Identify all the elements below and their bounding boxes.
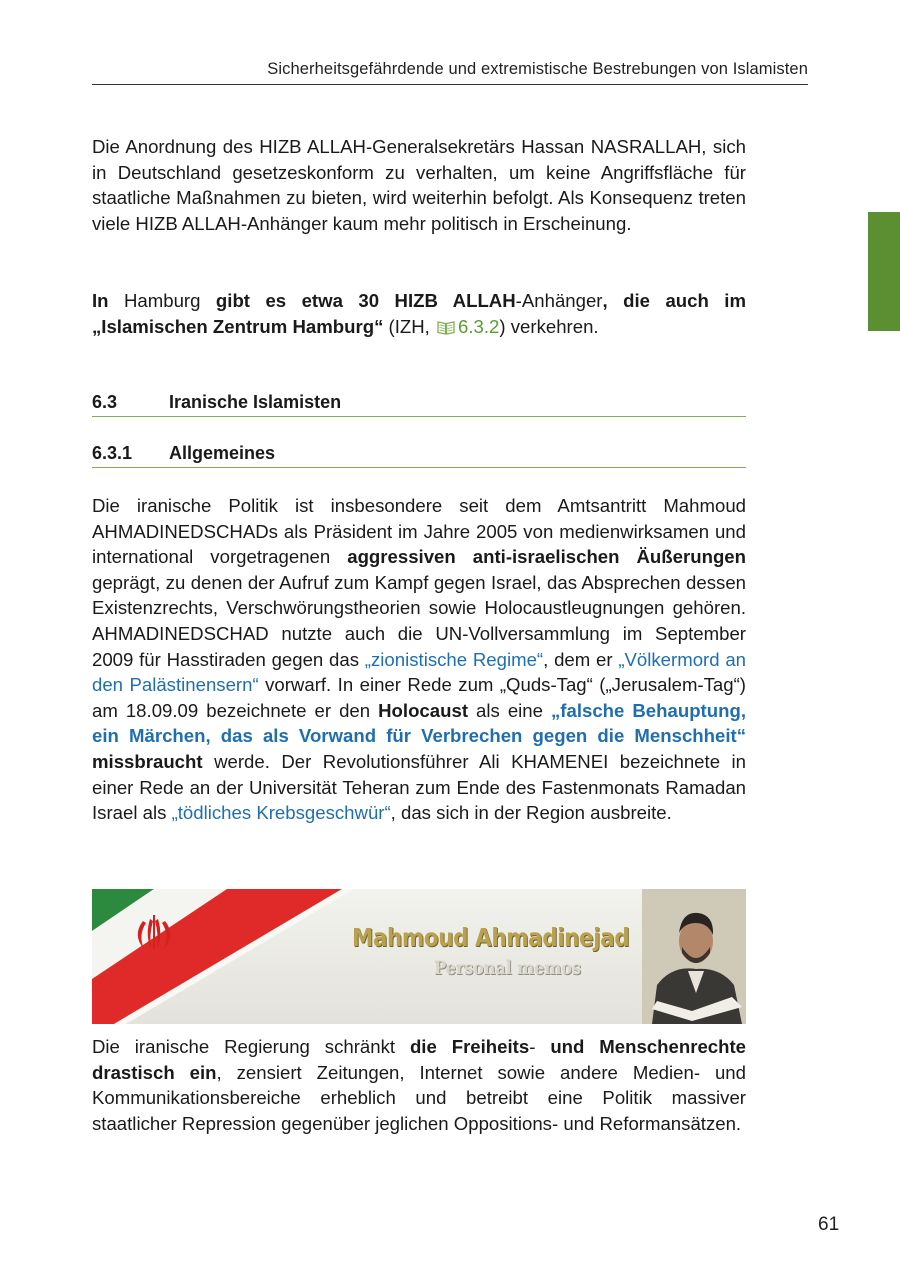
ahmadinejad-banner-image [92, 889, 746, 1024]
bold-text: , die auch im „Islamischen Zentrum Hamburg“ [92, 290, 747, 337]
text: vorwarf. In einer Rede zum „Quds-Tag“ („Jerusalem-Tag“) am 18.09.09 bezeichnete er den [92, 674, 746, 721]
cross-reference-link[interactable]: 6.3.2 [458, 315, 500, 337]
text: Die iranische Regierung schränkt [92, 1036, 410, 1057]
text: , dem er [543, 648, 619, 670]
text: geprägt, zu denen der Aufruf zum Kampf gegen Israel, das Absprechen dessen Existenzrechts, Verschwörungstheorien sowie Holocaustleugnungen gehören. AHMADINEDSCHAD nutzte auch die UN-Vollversammlung im September 2009 für Hasstiraden gegen das [92, 571, 746, 670]
paragraph-hamburg [92, 288, 746, 341]
paragraph-iran-politics [92, 493, 746, 826]
section-heading [92, 392, 746, 417]
book-icon [437, 316, 455, 342]
text: Hamburg [108, 290, 216, 311]
quote: „Völkermord an den Palästinensern“ [92, 648, 747, 696]
banner-title: Mahmoud Ahmadinejad [352, 923, 630, 952]
bold-text: gibt es etwa 30 HIZB ALLAH [215, 290, 516, 311]
chapter-tab-marker [868, 212, 900, 331]
quote: „zionistische Regime“ [364, 648, 544, 670]
text: , das sich in der Region ausbreite. [390, 802, 672, 824]
bold-quote: „falsche Behauptung, ein Märchen, das als Vorwand für Verbrechen gegen die Menschheit“ [92, 699, 746, 747]
banner-subtitle: Personal memos [434, 957, 581, 979]
subsection-heading [92, 443, 746, 468]
text: werde. Der Revolutionsführer Ali KHAMENEI bezeichnete in einer Rede an der Universität Teheran zum Ende des Fastenmonats Ramadan Israel als [92, 750, 746, 824]
text: - [529, 1036, 551, 1057]
bold-text: Holocaust [378, 699, 469, 721]
section-title: Iranische Islamisten [169, 392, 342, 412]
subsection-number: 6.3.1 [92, 443, 133, 463]
text: Die iranische Politik ist insbesondere seit dem Amtsantritt Mahmoud AHMADINEDSCHADs als Präsident im Jahre 2005 von medienwirksamen und international vorgetragenen [92, 495, 746, 568]
bold-text: und Menschenrechte drastisch ein [92, 1036, 747, 1083]
text: ) verkehren. [499, 315, 599, 337]
text: (IZH, [383, 315, 436, 337]
text: als eine [468, 699, 551, 721]
bold-text: aggressiven anti-israelischen Äußerungen [347, 546, 746, 568]
paragraph-hizb-allah-intro: Die Anordnung des HIZB ALLAH-Generalsekretärs Hassan NASRALLAH, sich in Deutschland gesetzeskonform zu verhalten, um keine Angriffsfläche für staatliche Maßnahmen zu bieten, wird weiterhin befolgt. Als Konsequenz treten viele HIZB ALLAH-Anhänger kaum mehr politisch in Erscheinung. [92, 136, 746, 234]
text: , zensiert Zeitungen, Internet sowie andere Medien- und Kommunikationsbereiche erheblich und betreibt eine Politik massiver staatlicher Repression gegenüber jeglichen Oppositions- und Reformansätzen. [92, 1061, 746, 1134]
running-header: Sicherheitsgefährdende und extremistische Bestrebungen von Islamisten [267, 60, 808, 78]
bold-text: die Freiheits [409, 1036, 530, 1057]
bold-text: In [92, 290, 109, 311]
quote: „tödliches Krebsgeschwür“ [171, 802, 391, 824]
header-rule [92, 84, 808, 85]
text: -Anhänger [515, 290, 603, 311]
paragraph-human-rights [92, 1034, 746, 1136]
page-number: 61 [818, 1214, 840, 1235]
banner-graphic [92, 889, 746, 1024]
bold-text: missbraucht [92, 750, 203, 772]
subsection-title: Allgemeines [169, 443, 276, 463]
section-number: 6.3 [92, 392, 118, 412]
